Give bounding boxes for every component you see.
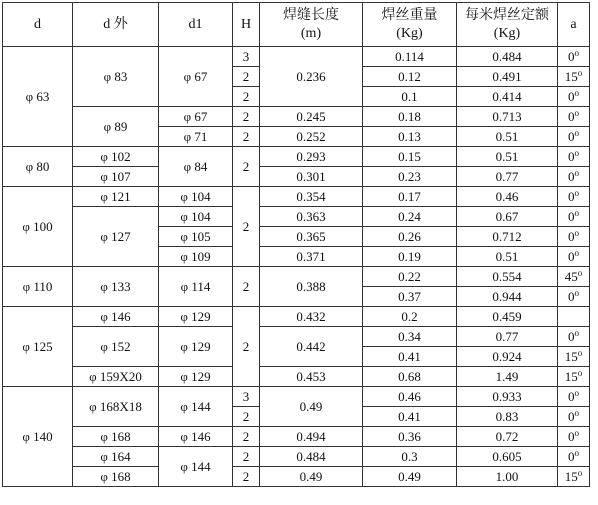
cell-d: φ 110	[3, 267, 73, 307]
cell-wire-weight: 0.13	[363, 127, 457, 147]
cell-d-outer: φ 164	[73, 447, 159, 467]
cell-d-outer: φ 133	[73, 267, 159, 307]
cell-wire-weight: 0.12	[363, 67, 457, 87]
table-row	[3, 427, 590, 447]
cell-wire-weight: 0.2	[363, 307, 457, 327]
cell-wire-weight: 0.68	[363, 367, 457, 387]
table-row	[3, 187, 590, 207]
cell-angle: 0$^o$	[558, 187, 590, 207]
cell-weld-length: 0.293	[260, 147, 363, 167]
cell-wire-weight: 0.18	[363, 107, 457, 127]
cell-weld-length: 0.371	[260, 247, 363, 267]
cell-d1: φ 105	[159, 227, 233, 247]
table-header	[3, 3, 590, 47]
cell-wire-quota: 0.933	[457, 387, 558, 407]
cell-wire-weight: 0.1	[363, 87, 457, 107]
cell-angle: 15$^o$	[558, 367, 590, 387]
cell-h: 2	[233, 187, 260, 267]
cell-angle: 0$^o$	[558, 447, 590, 467]
cell-wire-weight: 0.19	[363, 247, 457, 267]
cell-weld-length: 0.484	[260, 447, 363, 467]
cell-wire-weight: 0.22	[363, 267, 457, 287]
cell-h: 2	[233, 447, 260, 467]
cell-h: 2	[233, 307, 260, 387]
header-h: H	[233, 3, 260, 47]
cell-wire-quota: 0.414	[457, 87, 558, 107]
cell-angle: 0$^o$	[558, 167, 590, 187]
cell-weld-length: 0.363	[260, 207, 363, 227]
cell-wire-weight: 0.17	[363, 187, 457, 207]
cell-wire-quota: 0.712	[457, 227, 558, 247]
cell-d-outer: φ 168	[73, 467, 159, 487]
welding-wire-quota-table	[2, 2, 590, 487]
cell-weld-length: 0.245	[260, 107, 363, 127]
cell-weld-length: 0.388	[260, 267, 363, 307]
cell-angle: 0$^o$	[558, 407, 590, 427]
cell-d-outer: φ 168	[73, 427, 159, 447]
header-angle: a	[558, 3, 590, 47]
cell-d-outer: φ 127	[73, 207, 159, 267]
table-row	[3, 267, 590, 287]
table-body	[3, 47, 590, 487]
cell-wire-weight: 0.23	[363, 167, 457, 187]
cell-d-outer: φ 159X20	[73, 367, 159, 387]
cell-d: φ 63	[3, 47, 73, 147]
cell-wire-weight: 0.36	[363, 427, 457, 447]
cell-weld-length: 0.49	[260, 467, 363, 487]
cell-wire-weight: 0.49	[363, 467, 457, 487]
cell-d-outer: φ 107	[73, 167, 159, 187]
cell-angle: 15$^o$	[558, 467, 590, 487]
cell-wire-quota: 1.49	[457, 367, 558, 387]
cell-d1: φ 129	[159, 307, 233, 327]
cell-weld-length: 0.365	[260, 227, 363, 247]
header-d1: d1	[159, 3, 233, 47]
table-row	[3, 167, 590, 187]
cell-wire-quota: 0.67	[457, 207, 558, 227]
cell-wire-quota: 0.77	[457, 167, 558, 187]
cell-h: 3	[233, 387, 260, 407]
cell-angle: 0$^o$	[558, 387, 590, 407]
cell-wire-weight: 0.24	[363, 207, 457, 227]
cell-d1: φ 144	[159, 447, 233, 487]
cell-angle: 0$^o$	[558, 147, 590, 167]
cell-weld-length: 0.236	[260, 47, 363, 107]
cell-angle: 0$^o$	[558, 107, 590, 127]
table-row	[3, 447, 590, 467]
cell-angle: 0$^o$	[558, 207, 590, 227]
cell-angle: 0$^o$	[558, 247, 590, 267]
header-d-outer: d 外	[73, 3, 159, 47]
header-wire-quota: 每米焊丝定额 (Kg)	[457, 3, 558, 47]
cell-wire-quota: 0.484	[457, 47, 558, 67]
cell-d1: φ 84	[159, 147, 233, 187]
table-row	[3, 327, 590, 347]
cell-d-outer: φ 102	[73, 147, 159, 167]
cell-angle: 45$^o$	[558, 267, 590, 287]
cell-d1: φ 129	[159, 327, 233, 367]
cell-wire-quota: 0.51	[457, 147, 558, 167]
cell-angle-empty	[558, 307, 590, 327]
cell-weld-length: 0.49	[260, 387, 363, 427]
cell-d-outer: φ 168X18	[73, 387, 159, 427]
cell-d-outer: φ 152	[73, 327, 159, 367]
cell-angle: 15$^o$	[558, 67, 590, 87]
cell-wire-weight: 0.114	[363, 47, 457, 67]
cell-angle: 0$^o$	[558, 127, 590, 147]
cell-wire-quota: 1.00	[457, 467, 558, 487]
cell-wire-quota: 0.944	[457, 287, 558, 307]
cell-wire-quota: 0.605	[457, 447, 558, 467]
cell-weld-length: 0.354	[260, 187, 363, 207]
cell-wire-quota: 0.491	[457, 67, 558, 87]
cell-d-outer: φ 121	[73, 187, 159, 207]
cell-d-outer: φ 83	[73, 47, 159, 107]
header-wire-weight: 焊丝重量 (Kg)	[363, 3, 457, 47]
cell-d-outer: φ 146	[73, 307, 159, 327]
cell-h: 2	[233, 427, 260, 447]
cell-wire-weight: 0.15	[363, 147, 457, 167]
cell-h: 2	[233, 407, 260, 427]
cell-d1: φ 104	[159, 207, 233, 227]
table-row	[3, 107, 590, 127]
cell-angle: 15$^o$	[558, 347, 590, 367]
cell-weld-length: 0.252	[260, 127, 363, 147]
cell-wire-quota: 0.924	[457, 347, 558, 367]
cell-wire-quota: 0.459	[457, 307, 558, 327]
cell-wire-weight: 0.37	[363, 287, 457, 307]
cell-d: φ 100	[3, 187, 73, 267]
table-row	[3, 47, 590, 67]
cell-h: 2	[233, 267, 260, 307]
header-weld-length: 焊缝长度 (m)	[260, 3, 363, 47]
table-row	[3, 467, 590, 487]
cell-h: 2	[233, 127, 260, 147]
cell-wire-weight: 0.34	[363, 327, 457, 347]
cell-weld-length: 0.453	[260, 367, 363, 387]
cell-d1: φ 114	[159, 267, 233, 307]
cell-wire-quota: 0.51	[457, 247, 558, 267]
table-row	[3, 147, 590, 167]
cell-weld-length: 0.442	[260, 327, 363, 367]
cell-wire-weight: 0.41	[363, 347, 457, 367]
cell-wire-quota: 0.51	[457, 127, 558, 147]
table-row	[3, 307, 590, 327]
cell-weld-length: 0.301	[260, 167, 363, 187]
cell-wire-weight: 0.46	[363, 387, 457, 407]
cell-d1: φ 129	[159, 367, 233, 387]
cell-wire-quota: 0.77	[457, 327, 558, 347]
cell-angle: 0$^o$	[558, 327, 590, 347]
cell-d: φ 125	[3, 307, 73, 387]
cell-wire-quota: 0.554	[457, 267, 558, 287]
cell-d1: φ 104	[159, 187, 233, 207]
cell-angle: 0$^o$	[558, 287, 590, 307]
cell-wire-weight: 0.41	[363, 407, 457, 427]
cell-angle: 0$^o$	[558, 87, 590, 107]
header-d: d	[3, 3, 73, 47]
cell-d1: φ 146	[159, 427, 233, 447]
cell-wire-quota: 0.46	[457, 187, 558, 207]
cell-wire-weight: 0.26	[363, 227, 457, 247]
table-row	[3, 367, 590, 387]
cell-angle: 0$^o$	[558, 47, 590, 67]
cell-h: 2	[233, 107, 260, 127]
table-row	[3, 207, 590, 227]
cell-wire-quota: 0.83	[457, 407, 558, 427]
cell-weld-length: 0.494	[260, 427, 363, 447]
cell-d-outer: φ 89	[73, 107, 159, 147]
cell-d1: φ 71	[159, 127, 233, 147]
cell-d1: φ 67	[159, 47, 233, 107]
cell-angle: 0$^o$	[558, 427, 590, 447]
cell-h: 2	[233, 147, 260, 187]
cell-wire-quota: 0.72	[457, 427, 558, 447]
cell-wire-quota: 0.713	[457, 107, 558, 127]
cell-h: 2	[233, 87, 260, 107]
table-row	[3, 387, 590, 407]
cell-d1: φ 109	[159, 247, 233, 267]
cell-d: φ 140	[3, 387, 73, 487]
cell-wire-weight: 0.3	[363, 447, 457, 467]
cell-d: φ 80	[3, 147, 73, 187]
cell-d1: φ 67	[159, 107, 233, 127]
cell-d1: φ 144	[159, 387, 233, 427]
cell-weld-length: 0.432	[260, 307, 363, 327]
cell-h: 3	[233, 47, 260, 67]
table-container	[2, 2, 590, 487]
cell-h: 2	[233, 467, 260, 487]
cell-angle: 0$^o$	[558, 227, 590, 247]
cell-h: 2	[233, 67, 260, 87]
